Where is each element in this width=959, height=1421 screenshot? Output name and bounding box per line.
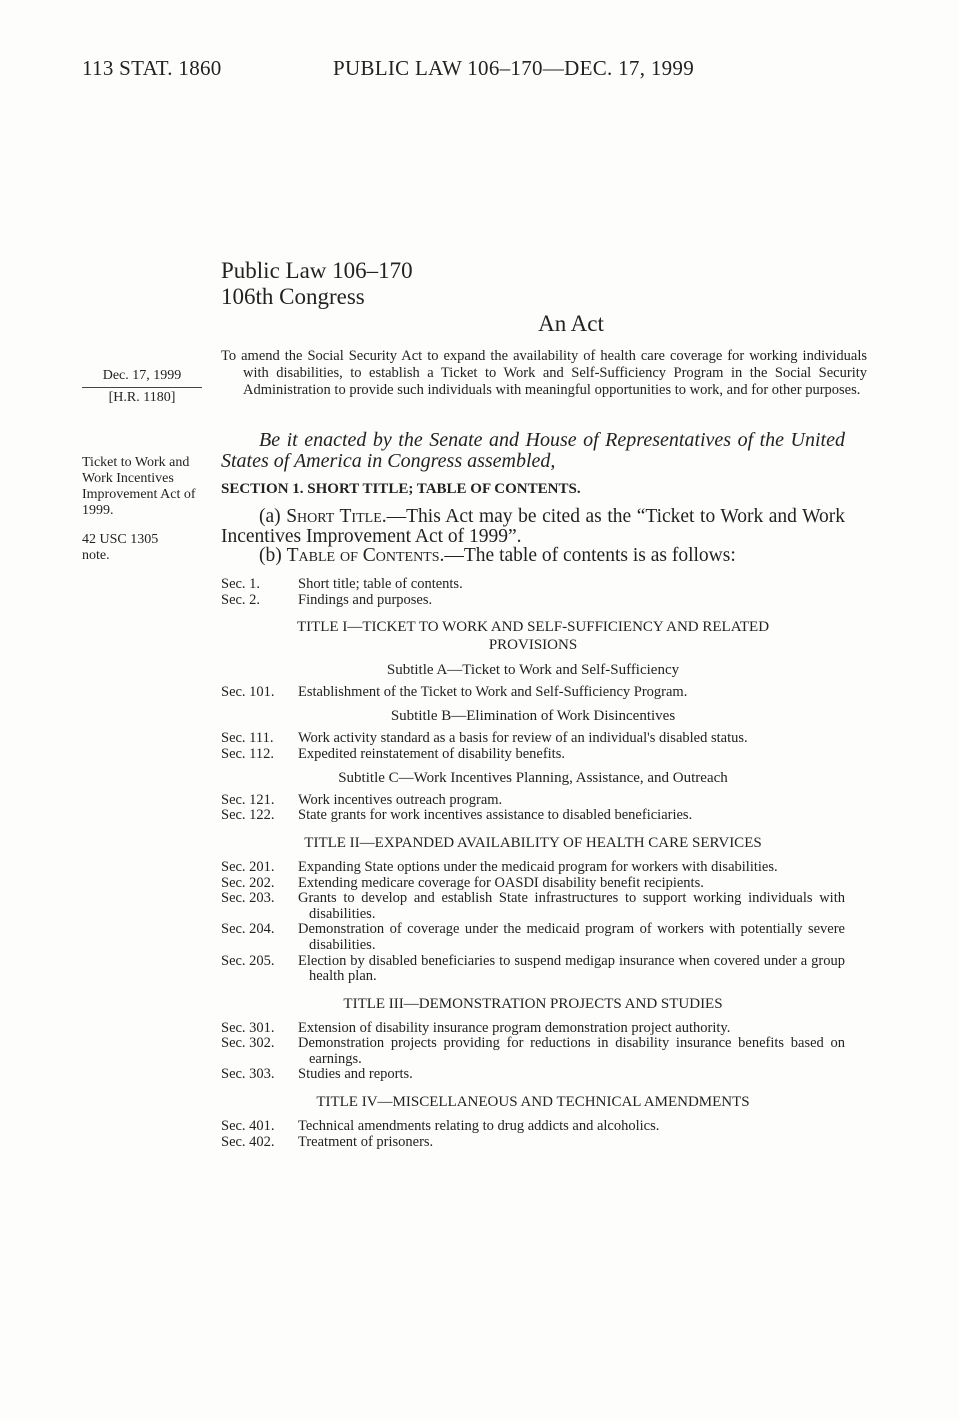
toc-section-entry: [221, 593, 845, 609]
toc-section-number: Sec. 202.: [221, 874, 275, 891]
toc-section-number: Sec. 203.: [221, 890, 275, 907]
act-label: An Act: [538, 311, 604, 336]
divider: [82, 387, 202, 388]
subsection-a-text: .—This Act may be cited as the “Ticket to Work and Work Incentives Improvement Act of 1999”.: [221, 506, 845, 547]
toc-title-heading: TITLE I—TICKET TO WORK AND SELF-SUFFICIENCY AND RELATED PROVISIONS: [296, 619, 770, 654]
toc-title-heading: TITLE III—DEMONSTRATION PROJECTS AND STUDIES: [343, 995, 723, 1012]
toc-section-entry: [221, 891, 845, 922]
enacting-clause: Be it enacted by the Senate and House of Representatives of the United States of America in Congress assembled,: [221, 429, 845, 472]
enactment-date: Dec. 17, 1999: [102, 368, 182, 383]
toc-section-title: Studies and reports.: [298, 1066, 413, 1083]
subsection-a-label: (a): [259, 506, 287, 527]
toc-subtitle-heading: Subtitle C—Work Incentives Planning, Assistance, and Outreach: [338, 770, 728, 787]
toc-section-title: Technical amendments relating to drug addicts and alcoholics.: [298, 1118, 660, 1135]
toc-section-entry: [221, 747, 845, 763]
section-1-heading: SECTION 1. SHORT TITLE; TABLE OF CONTENTS.: [221, 481, 581, 497]
toc-section-entry: [221, 954, 845, 985]
toc-section-entry: [221, 922, 845, 953]
toc-section-number: Sec. 205.: [221, 952, 275, 969]
margin-note-short-title: Ticket to Work and Work Incentives Improvement Act of 1999.: [82, 455, 196, 518]
running-header: PUBLIC LAW 106–170—DEC. 17, 1999: [333, 56, 695, 80]
toc-section-entry: [221, 860, 845, 876]
table-of-contents: [221, 577, 845, 1150]
toc-section-number: Sec. 204.: [221, 921, 275, 938]
margin-note-usc: 42 USC 1305 note.: [82, 532, 159, 563]
toc-section-title: Expanding State options under the medicaid program for workers with disabilities.: [298, 858, 778, 875]
toc-section-number: Sec. 112.: [221, 745, 275, 762]
toc-section-entry: [221, 685, 845, 701]
law-title: Public Law 106–170: [221, 258, 413, 283]
toc-section-number: Sec. 301.: [221, 1019, 275, 1036]
toc-section-number: Sec. 201.: [221, 858, 275, 875]
toc-section-number: Sec. 401.: [221, 1118, 275, 1135]
toc-section-entry: [221, 1021, 845, 1037]
law-heading: [221, 258, 845, 310]
bill-number: [H.R. 1180]: [108, 390, 176, 405]
toc-title-heading: TITLE IV—MISCELLANEOUS AND TECHNICAL AMENDMENTS: [316, 1094, 750, 1111]
congress: 106th Congress: [221, 284, 365, 309]
toc-section-entry: [221, 577, 845, 593]
toc-section-number: Sec. 303.: [221, 1066, 275, 1083]
toc-section-title: Treatment of prisoners.: [298, 1133, 434, 1150]
toc-section-entry: [221, 1036, 845, 1067]
toc-title-heading: TITLE II—EXPANDED AVAILABILITY OF HEALTH CARE SERVICES: [304, 834, 762, 851]
toc-section-title: Work activity standard as a basis for review of an individual's disabled status.: [298, 729, 748, 746]
toc-section-entry: [221, 793, 845, 809]
toc-section-number: Sec. 111.: [221, 729, 274, 746]
toc-section-title: Extending medicare coverage for OASDI disability benefit recipients.: [298, 874, 704, 891]
toc-section-number: Sec. 101.: [221, 683, 275, 700]
toc-section-title: Extension of disability insurance program demonstration project authority.: [298, 1019, 731, 1036]
toc-section-entry: [221, 731, 845, 747]
toc-section-title: State grants for work incentives assistance to disabled beneficiaries.: [298, 807, 693, 824]
toc-section-title: Demonstration projects providing for reductions in disability insurance benefits based on earnings.: [298, 1035, 845, 1067]
subsection-b-caption: Table of Contents: [286, 545, 440, 566]
toc-section-number: Sec. 122.: [221, 807, 275, 824]
toc-section-title: Expedited reinstatement of disability benefits.: [298, 745, 565, 762]
toc-section-entry: [221, 1119, 845, 1135]
toc-section-number: Sec. 302.: [221, 1035, 275, 1052]
toc-subtitle-heading: Subtitle B—Elimination of Work Disincentives: [390, 708, 676, 725]
toc-section-entry: [221, 808, 845, 824]
subsection-a: [221, 507, 845, 547]
subsection-a-caption: Short Title: [286, 506, 382, 527]
toc-subtitle-heading: Subtitle A—Ticket to Work and Self-Sufficiency: [386, 662, 680, 679]
toc-section-number: Sec. 402.: [221, 1133, 275, 1150]
toc-section-title: Demonstration of coverage under the medicaid program of workers with potentially severe disabilities.: [298, 921, 845, 953]
page-stat-citation: 113 STAT. 1860: [82, 56, 222, 80]
toc-section-entry: [221, 1135, 845, 1151]
toc-section-title: Establishment of the Ticket to Work and Self-Sufficiency Program.: [298, 683, 688, 700]
toc-section-entry: [221, 1067, 845, 1083]
toc-section-title: Findings and purposes.: [298, 591, 433, 608]
toc-section-title: Election by disabled beneficiaries to suspend medigap insurance when covered under a group health plan.: [298, 952, 845, 985]
toc-section-title: Work incentives outreach program.: [298, 791, 503, 808]
toc-section-title: Short title; table of contents.: [298, 576, 463, 592]
margin-date-block: [82, 368, 202, 406]
toc-section-number: Sec. 121.: [221, 791, 275, 808]
toc-section-number: Sec. 2.: [221, 591, 261, 608]
act-description: To amend the Social Security Act to expand the availability of health care coverage for working individuals with disabilities, to establish a Ticket to Work and Self-Sufficiency Program in the Social Security Administration to provide such individuals with meaningful opportunities to work, and for other purposes.: [221, 348, 867, 398]
toc-section-number: Sec. 1.: [221, 576, 261, 592]
subsection-b: [221, 546, 845, 566]
subsection-b-text: .—The table of contents is as follows:: [439, 545, 736, 566]
toc-section-entry: [221, 876, 845, 892]
subsection-b-label: (b): [259, 545, 287, 566]
toc-section-title: Grants to develop and establish State infrastructures to support working individuals with disabilities.: [298, 890, 845, 922]
